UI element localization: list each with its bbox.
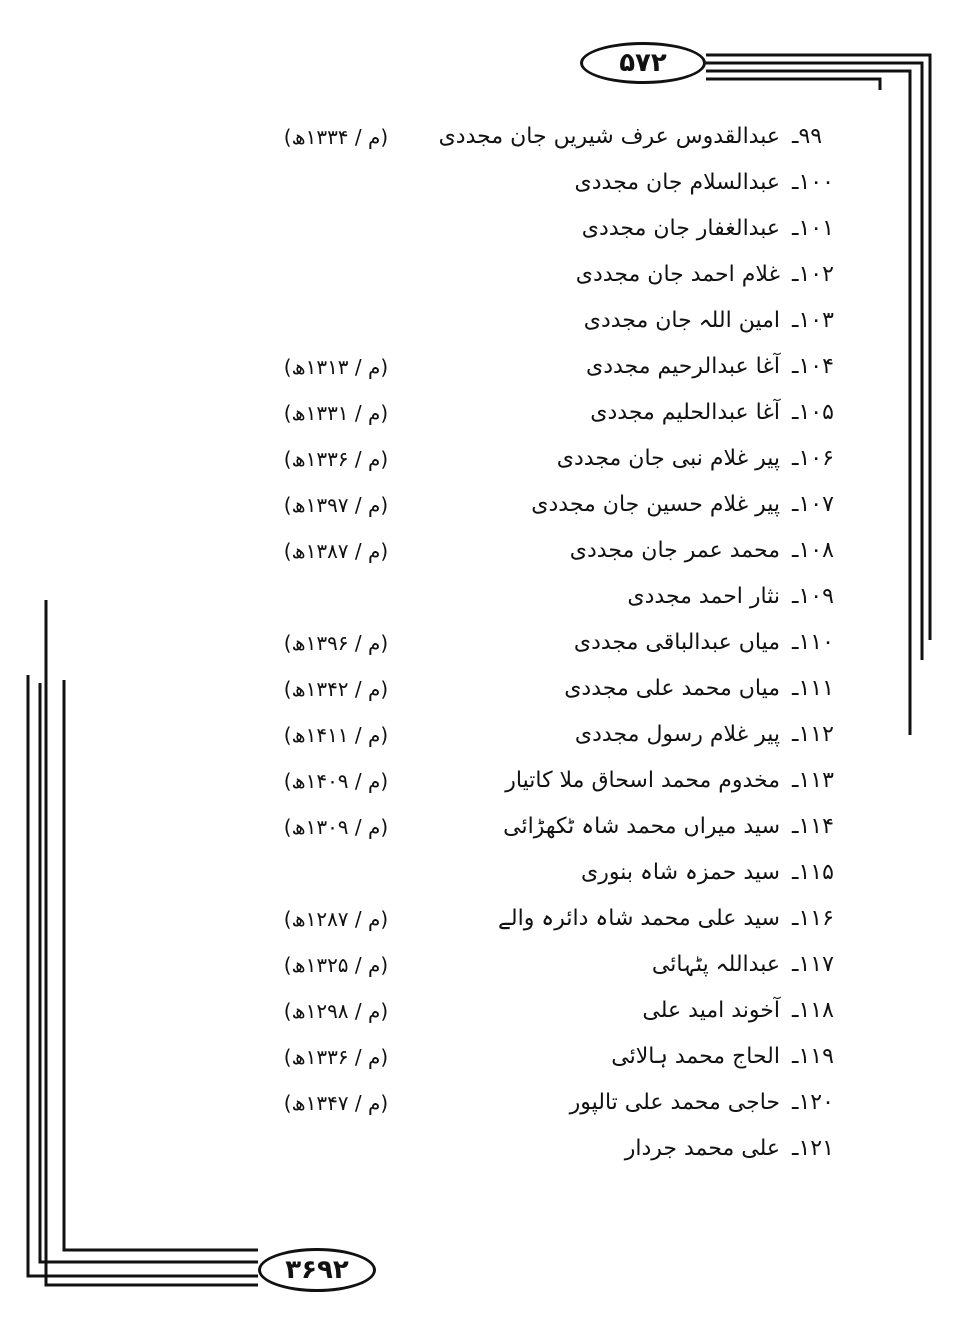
entry-name: عبدالسلام جان مجددی — [574, 170, 780, 195]
entry-number: ۹۹ـ — [792, 124, 823, 149]
entry-number: ۱۰۳ـ — [792, 308, 834, 333]
entry-death-year: (م / ۱۳۰۹ھ) — [283, 815, 389, 839]
entry-name: آغا عبدالرحیم مجددی — [585, 354, 780, 379]
entry-death-year: (م / ۱۳۳۱ھ) — [283, 401, 389, 425]
entry-number: ۱۱۱ـ — [792, 676, 834, 701]
list-item — [0, 528, 960, 574]
list-item — [0, 436, 960, 482]
list-item — [0, 298, 960, 344]
entry-name: حاجی محمد علی تالپور — [569, 1090, 780, 1115]
list-item — [0, 896, 960, 942]
list-item — [0, 160, 960, 206]
list-item — [0, 574, 960, 620]
list-item — [0, 252, 960, 298]
entry-death-year: (م / ۱۳۳۶ھ) — [283, 1045, 389, 1069]
entry-name: امین اللہ جان مجددی — [583, 308, 780, 333]
entry-death-year: (م / ۱۳۴۲ھ) — [283, 677, 389, 701]
page-number-top: ۵۷۲ — [580, 42, 706, 84]
list-item — [0, 114, 960, 160]
list-item — [0, 390, 960, 436]
entry-number: ۱۱۵ـ — [792, 860, 834, 885]
entry-death-year: (م / ۱۴۰۹ھ) — [283, 769, 389, 793]
list-item — [0, 804, 960, 850]
entry-number: ۱۰۸ـ — [792, 538, 834, 563]
entry-number: ۱۰۷ـ — [792, 492, 834, 517]
entry-name: پیر غلام نبی جان مجددی — [556, 446, 780, 471]
entry-number: ۱۱۶ـ — [792, 906, 834, 931]
entry-number: ۱۱۸ـ — [792, 998, 834, 1023]
entry-name: پیر غلام حسین جان مجددی — [531, 492, 780, 517]
entry-death-year: (م / ۱۳۴۷ھ) — [283, 1091, 389, 1115]
list-item — [0, 988, 960, 1034]
entry-death-year: (م / ۱۳۸۷ھ) — [283, 539, 389, 563]
entry-number: ۱۰۹ـ — [792, 584, 834, 609]
entry-name: سید حمزہ شاہ بنوری — [581, 860, 780, 885]
entry-name: نثار احمد مجددی — [627, 584, 780, 609]
entry-death-year: (م / ۱۲۹۸ھ) — [283, 999, 389, 1023]
list-item — [0, 1034, 960, 1080]
entry-name: آخوند امید علی — [642, 998, 780, 1023]
entry-name: محمد عمر جان مجددی — [569, 538, 780, 563]
entry-death-year: (م / ۱۳۹۷ھ) — [283, 493, 389, 517]
entry-death-year: (م / ۱۴۱۱ھ) — [283, 723, 389, 747]
entry-name: میاں عبدالباقی مجددی — [573, 630, 780, 655]
list-item — [0, 620, 960, 666]
entry-number: ۱۱۳ـ — [792, 768, 834, 793]
entry-name: آغا عبدالحلیم مجددی — [590, 400, 780, 425]
entry-number: ۱۰۶ـ — [792, 446, 834, 471]
entry-number: ۱۲۱ـ — [792, 1136, 834, 1161]
entry-number: ۱۱۲ـ — [792, 722, 834, 747]
entry-name: عبدالغفار جان مجددی — [581, 216, 780, 241]
entry-death-year: (م / ۱۳۳۶ھ) — [283, 447, 389, 471]
list-item — [0, 712, 960, 758]
entry-name: الحاج محمد ہالائی — [611, 1044, 780, 1069]
list-item — [0, 344, 960, 390]
entry-name: عبدالقدوس عرف شیریں جان مجددی — [438, 124, 780, 149]
entry-name: پیر غلام رسول مجددی — [574, 722, 780, 747]
list-item — [0, 942, 960, 988]
entry-name: سید علی محمد شاہ دائرہ والے — [497, 906, 780, 931]
page-number-bottom: ۳۶۹۲ — [258, 1248, 376, 1292]
list-item — [0, 1080, 960, 1126]
entry-number: ۱۰۵ـ — [792, 400, 834, 425]
entry-death-year: (م / ۱۳۲۵ھ) — [283, 953, 389, 977]
entry-name: عبداللہ پٹہائی — [651, 952, 780, 977]
entry-number: ۱۰۰ـ — [792, 170, 834, 195]
entry-name: سید میراں محمد شاہ ٹکھڑائی — [503, 814, 780, 839]
entry-number: ۱۲۰ـ — [792, 1090, 834, 1115]
entry-number: ۱۰۱ـ — [792, 216, 834, 241]
entry-death-year: (م / ۱۳۳۴ھ) — [283, 125, 389, 149]
entry-number: ۱۱۷ـ — [792, 952, 834, 977]
list-item — [0, 666, 960, 712]
entry-name: علی محمد جردار — [624, 1136, 780, 1161]
entry-number: ۱۱۴ـ — [792, 814, 834, 839]
entry-number: ۱۱۹ـ — [792, 1044, 834, 1069]
entry-name: مخدوم محمد اسحاق ملا کاتیار — [505, 768, 780, 793]
list-item — [0, 1126, 960, 1172]
entry-death-year: (م / ۱۳۹۶ھ) — [283, 631, 389, 655]
list-item — [0, 206, 960, 252]
entry-death-year: (م / ۱۳۱۳ھ) — [283, 355, 389, 379]
entry-name: غلام احمد جان مجددی — [575, 262, 780, 287]
entry-name: میاں محمد علی مجددی — [564, 676, 780, 701]
entry-number: ۱۱۰ـ — [792, 630, 834, 655]
list-item — [0, 850, 960, 896]
list-item — [0, 482, 960, 528]
entry-number: ۱۰۲ـ — [792, 262, 834, 287]
list-item — [0, 758, 960, 804]
entry-death-year: (م / ۱۲۸۷ھ) — [283, 907, 389, 931]
entry-number: ۱۰۴ـ — [792, 354, 834, 379]
